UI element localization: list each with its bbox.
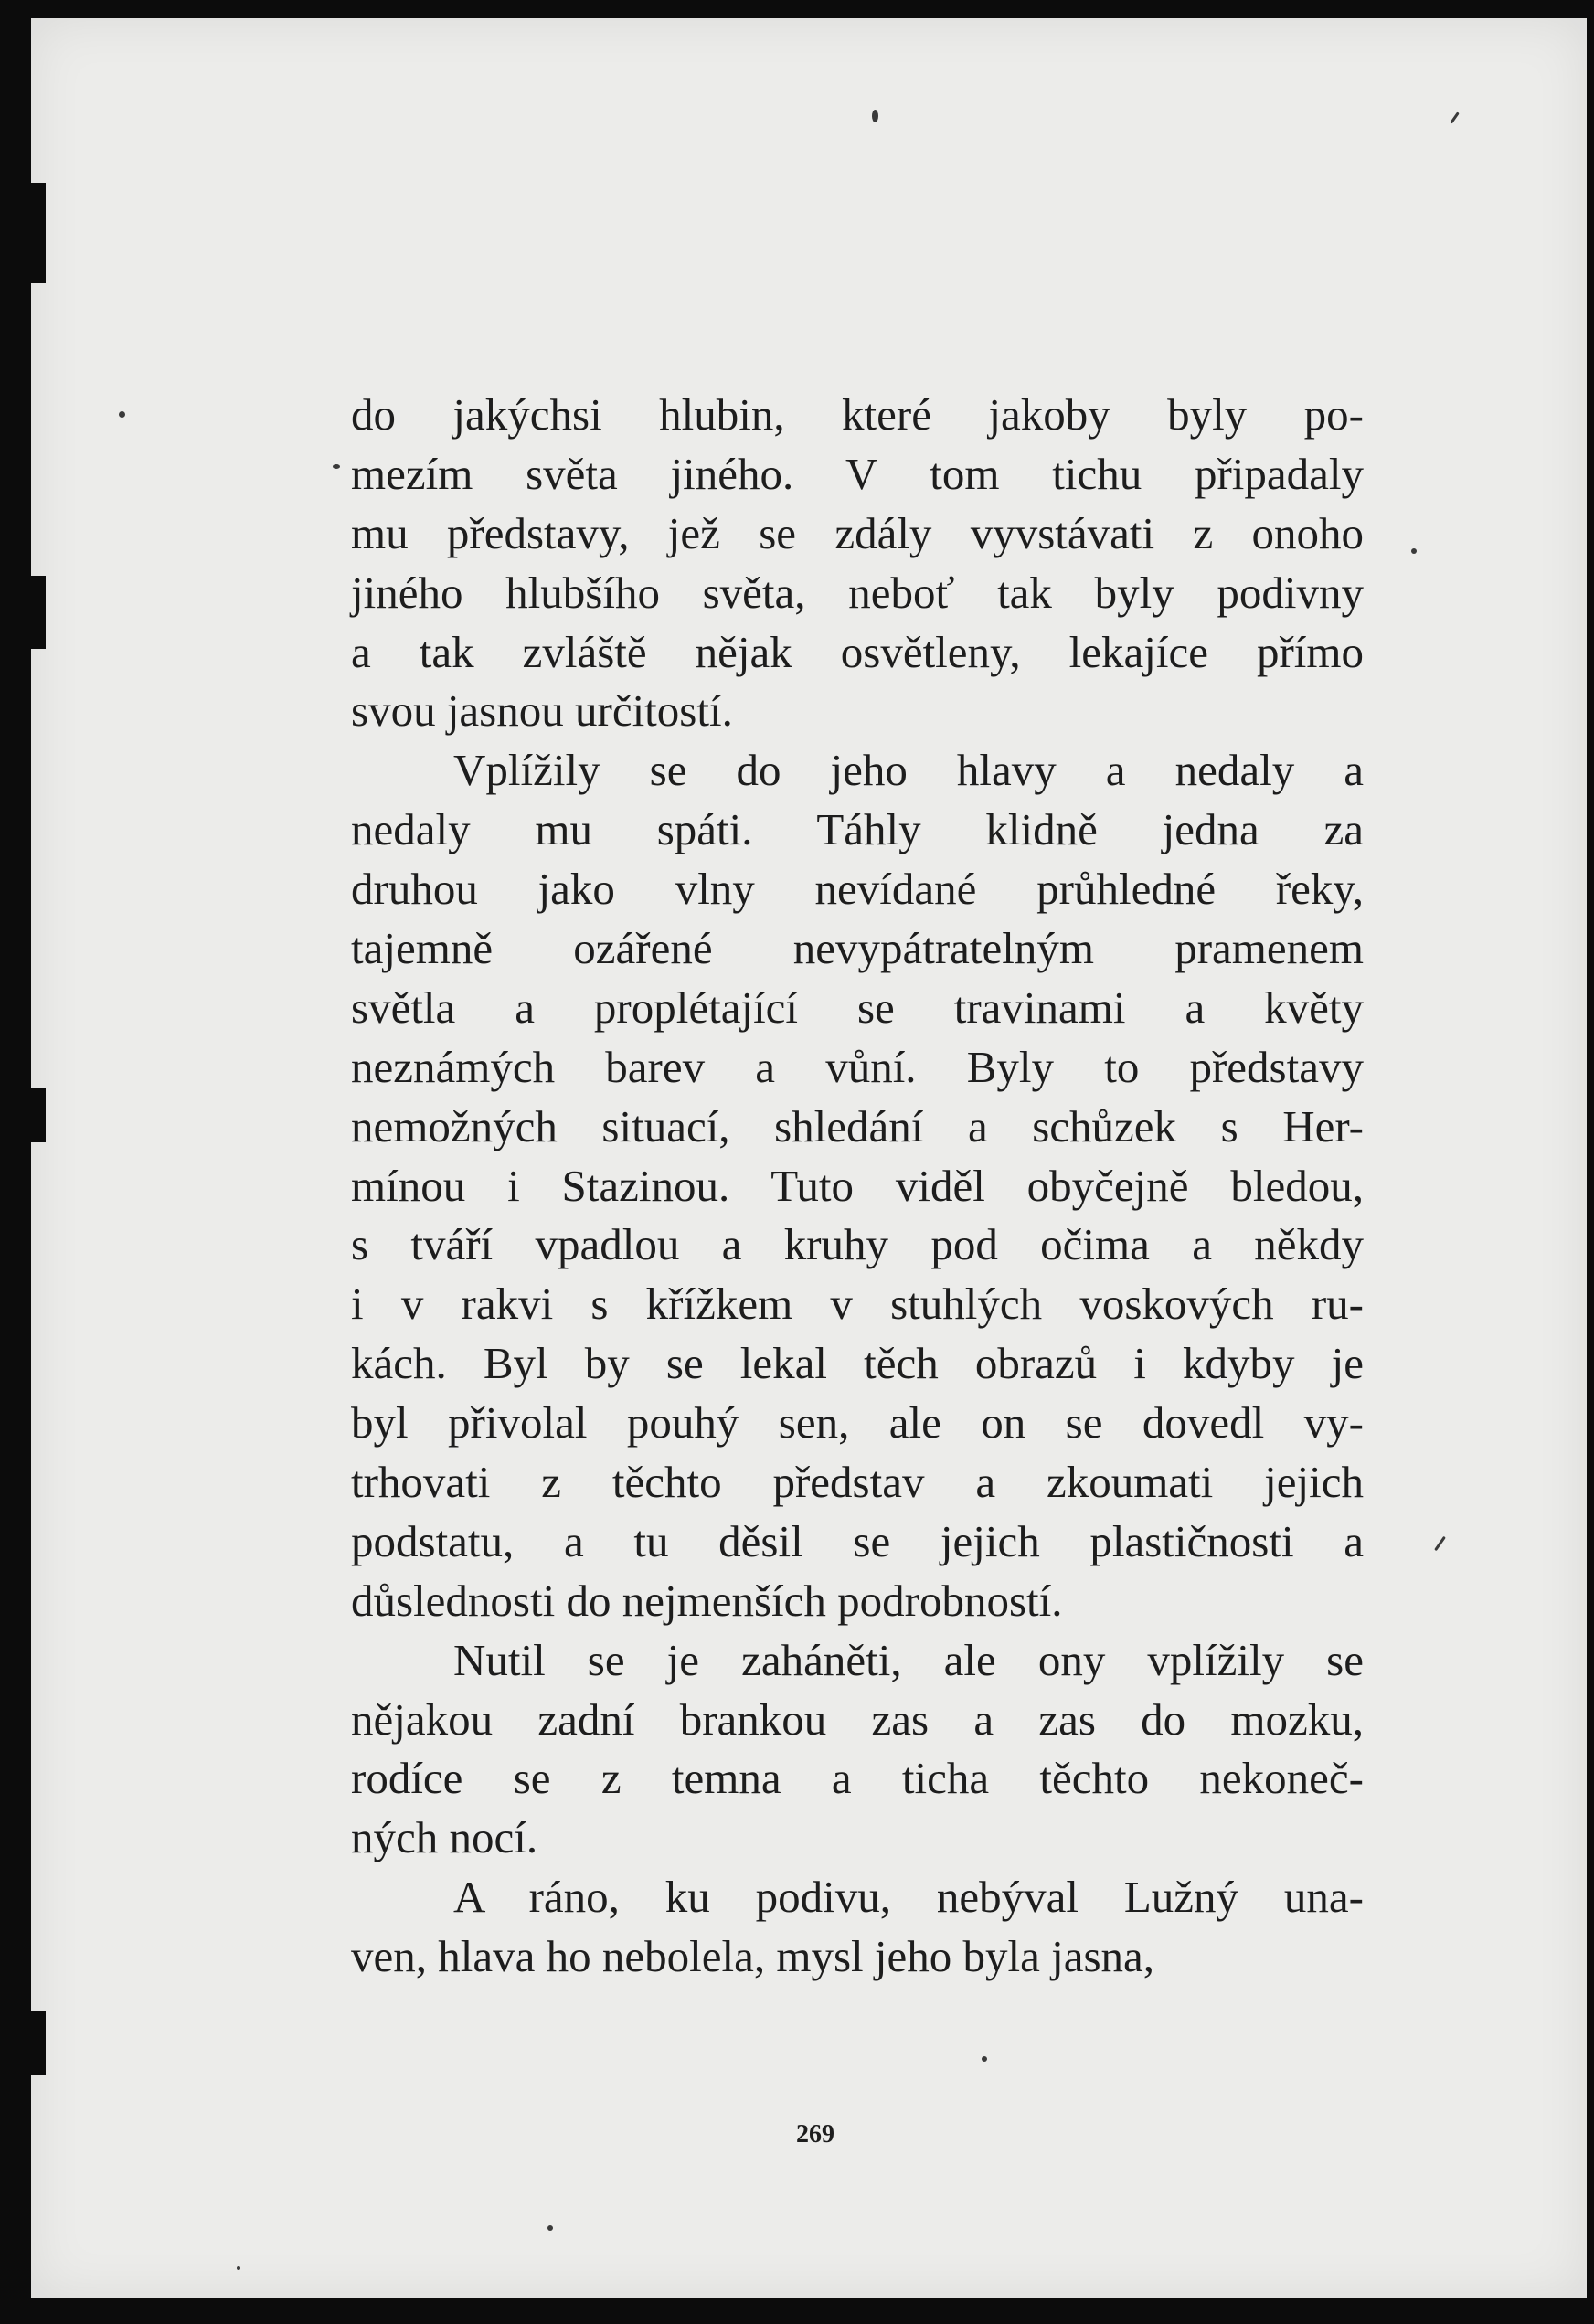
text-line: mezím světa jiného. V tom tichu připadaly [351,448,1364,499]
body-text [351,386,1364,1987]
dust-speck [1450,111,1459,123]
text-line: byl přivolal pouhý sen, ale on se dovedl vy- [351,1397,1364,1449]
text-line: do jakýchsi hlubin, které jakoby byly po- [351,389,1364,440]
dust-speck [547,2225,553,2231]
text-line: důslednosti do nejmenších podrobností. [351,1575,1063,1626]
text-line: Nutil se je zaháněti, ale ony vplížily se [453,1634,1364,1685]
binding-edge-mark [31,1088,46,1142]
binding-edge-mark [31,2011,46,2075]
text-line: jiného hlubšího světa, neboť tak byly podivny [351,567,1364,618]
text-line: mínou i Stazinou. Tuto viděl obyčejně bledou, [351,1160,1364,1211]
text-line: nedaly mu spáti. Táhly klidně jedna za [351,804,1364,855]
dust-speck [237,2266,240,2270]
dust-speck [982,2056,987,2062]
text-line: neznámých barev a vůní. Byly to představy [351,1041,1364,1092]
text-line: nějakou zadní brankou zas a zas do mozku, [351,1693,1364,1745]
text-line: kách. Byl by se lekal těch obrazů i kdyby je [351,1338,1364,1389]
paragraph [351,386,1364,741]
dust-speck [1411,548,1417,554]
paragraph [351,741,1364,1630]
book-page [31,18,1587,2298]
text-line: druhou jako vlny nevídané průhledné řeky, [351,864,1364,915]
dust-speck [333,464,340,469]
text-line: a tak zvláště nějak osvětleny, lekajíce přímo [351,626,1364,677]
text-line: světla a proplétající se travinami a květy [351,982,1364,1033]
text-line: nemožných situací, shledání a schůzek s Her- [351,1100,1364,1151]
binding-edge-mark [31,183,46,283]
text-line: ven, hlava ho nebolela, mysl jeho byla jasna, [351,1931,1155,1982]
text-line: A ráno, ku podivu, nebýval Lužný una- [453,1872,1364,1923]
paragraph [351,1868,1364,1987]
text-line: trhovati z těchto představ a zkoumati jejich [351,1457,1364,1508]
text-line: rodíce se z temna a ticha těchto nekoneč- [351,1753,1364,1804]
binding-edge-mark [31,576,46,649]
text-line: podstatu, a tu děsil se jejich plastičnosti a [351,1515,1364,1566]
page-number: 269 [796,2120,834,2149]
text-line: ných nocí. [351,1812,538,1863]
text-line: Vplížily se do jeho hlavy a nedaly a [453,745,1364,796]
text-line: svou jasnou určitostí. [351,685,733,737]
text-line: i v rakvi s křížkem v stuhlých voskových ru- [351,1279,1364,1330]
text-line: mu představy, jež se zdály vyvstávati z onoho [351,507,1364,558]
dust-speck [119,411,125,418]
text-line: s tváří vpadlou a kruhy pod očima a někdy [351,1219,1364,1270]
paragraph [351,1631,1364,1869]
dust-speck [1434,1536,1446,1551]
text-line: tajemně ozářené nevypátratelným pramenem [351,923,1364,974]
dust-speck [872,110,878,122]
